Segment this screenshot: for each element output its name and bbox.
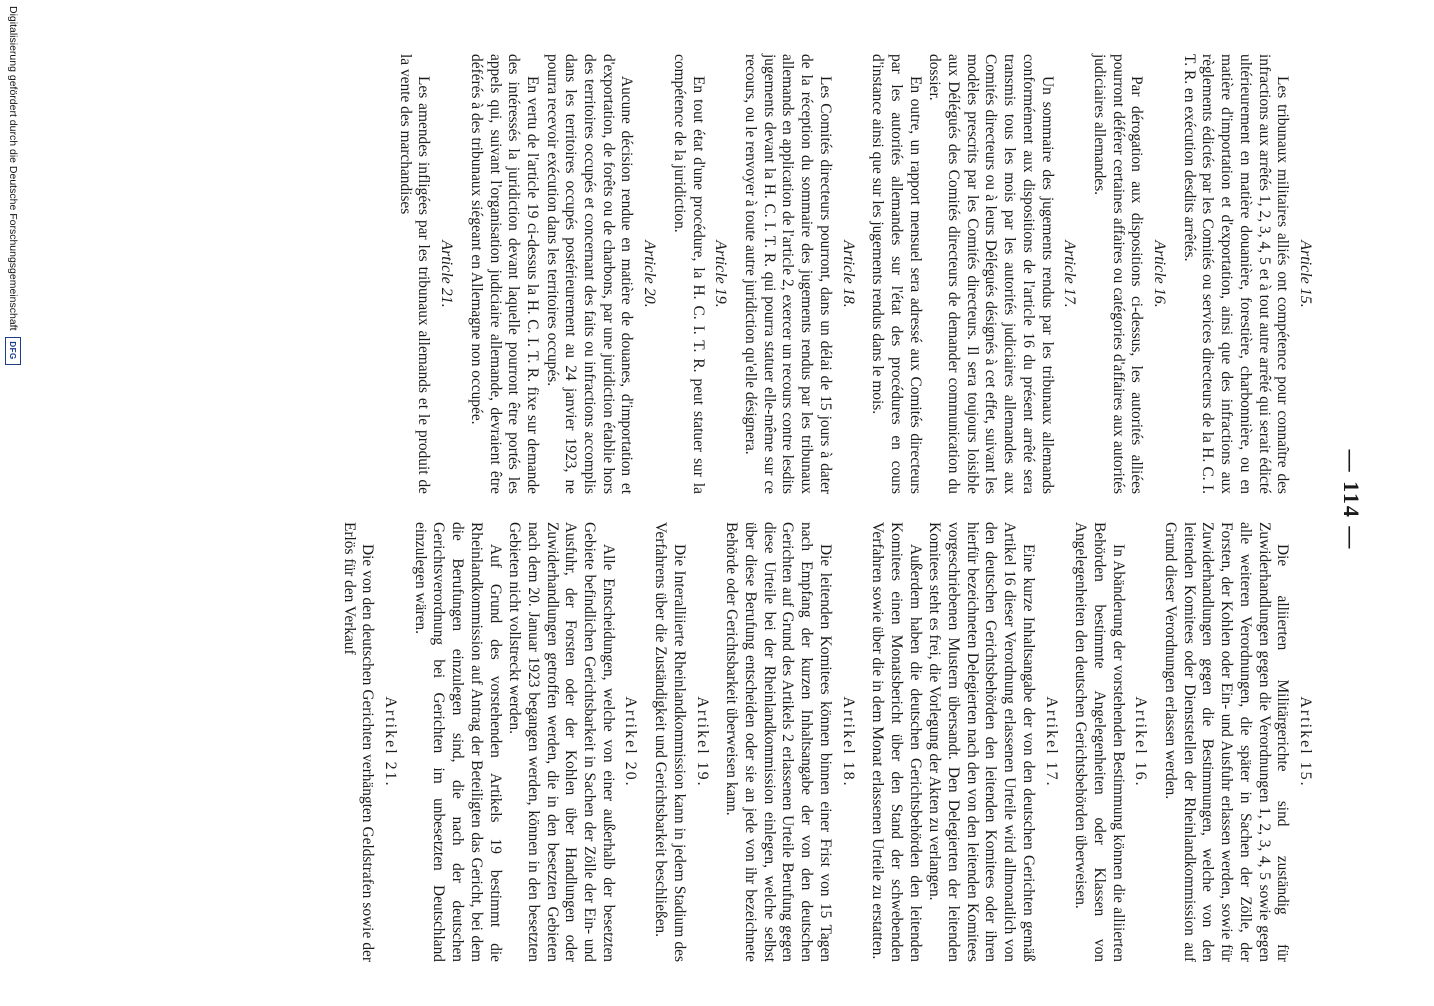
article-title: Artikel 21. [382,696,400,788]
article-paragraph: Un sommaire des jugements rendus par les tribunaux allemands conformément aux dispositions de l'article 16 du présent arrêté sera transmis tous les mois par les autorités judiciaires allemandes aux Comités directeurs ou à leurs Délégués désignés à cet effet, suivant les modèles prescrits par les Comités directeurs. Il sera toujours loisible aux Délégués des Comités directeurs de demander communication du dossier. [926,54,1056,494]
article-paragraph: Alle Entscheidungen, welche von einer außerhalb der besetzten Gebiete befindlichen Gerichtsbarkeit in Sachen der Zölle der Ein- und Ausfuhr, der Forsten oder der Kohlen über Handlungen oder Zuwiderhandlungen getroffen werden, die in den besetzten Gebieten nach dem 20. Januar 1923 begangen werden, können in den besetzten Gebieten nicht vollstreckt werden. [506,522,617,962]
dfg-logo-icon: DFG [5,337,21,365]
article-title: Article 18. [839,240,857,308]
article-paragraph: En tout état d'une procédure, la H. C. I. T. R. peut statuer sur la compétence de la juridiction. [670,54,707,494]
article-17-de [868,522,1060,962]
article-19-de [651,522,711,962]
article-title: Artikel 20. [622,696,640,788]
article-title: Artikel 15. [1297,696,1314,788]
footer-note: Digitalisierung gefördert durch die Deutsche Forschungsgemeinschaft [7,6,19,331]
article-paragraph: En vertu de l'article 19 ci-dessus la H. C. I. T. R. fixe sur demande des intéressés la juridiction devant laquelle pourront être portés les appels qui, suivant l'organisation judiciaire allemande, devraient être déférés à des tribunaux siégeant en Allemagne non occupée. [467,54,541,494]
article-paragraph: Die Interalliierte Rheinlandkommission kann in jedem Stadium des Verfahrens über die Zuständigkeit und Gerichtsbarkeit beschließen. [652,522,688,962]
article-title: Article 20. [641,240,659,308]
article-15-de [1160,522,1314,962]
german-column [328,522,1314,962]
page-number: — 114 — [1339,449,1364,551]
article-title: Artikel 16. [1132,696,1150,788]
article-paragraph: Aucune décision rendue en matière de douanes, d'importation et d'exportation, de forêts ou de charbons, par une juridiction établie hors des territoires occupés et concernant des faits ou infractions accomplis dans les territoires occupés postérieurement au 24 janvier 1923, ne pourra recevoir exécution dans les territoires occupés. [543,54,636,494]
article-paragraph: Les Comités directeurs pourront, dans un délai de 15 jours à dater de la réception du sommaire des jugements rendus par les tribunaux allemands en application de l'article 2, exercer un recours contre lesdits jugements devant la H. C. I. T. R. qui pourra statuer elle-même sur ce recours, ou le renvoyer à toute autre juridiction qu'elle désignera. [742,54,834,494]
article-18-fr [740,54,856,494]
article-title: Article 15. [1297,240,1314,308]
article-21-de [339,522,399,962]
article-15-fr [1179,54,1314,494]
article-19-fr [669,54,729,494]
article-title: Artikel 19. [693,696,711,788]
article-title: Article 19. [712,240,730,308]
article-title: Article 21. [438,240,456,308]
article-20-fr [466,54,658,494]
article-17-fr [868,54,1079,494]
article-16-de [1071,522,1150,962]
french-column [384,54,1314,494]
article-paragraph: Auf Grund des vorstehenden Artikels 19 bestimmt die Rheinlandkommission auf Antrag der Beteiligten das Gericht, bei dem die Berufungen einzulegen sind, die nach der deutschen Gerichtsverordnung bei Gerichten im unbesetzten Deutschland einzulegen wären. [411,522,504,962]
article-21-fr [395,54,455,494]
article-paragraph: Les amendes infligées par les tribunaux allemands et le produit de la vente des marchandises [396,54,433,494]
article-18-de [722,522,857,962]
article-paragraph: Die leitenden Komitees können binnen einer Frist von 15 Tagen nach Empfang der kurzen Inhaltsangabe der von den deutschen Gerichten auf Grund des Artikels 2 erlassenen Urteile Berufung gegen diese Urteile bei der Rheinlandkommission einlegen, welche selbst über diese Berufung entscheiden oder sie an jede von ihr bezeichnete Behörde oder Gerichtsbarkeit überweisen kann. [723,522,834,962]
article-paragraph: Les tribunaux militaires alliés ont compétence pour connaître des infractions aux arrêtés 1, 2, 3, 4, 5 et à tout autre arrêté qui serait édicté ultérieurement en matière douanière, forestière, charbonnière, ou en matière d'importation et d'exportation, ainsi que des infractions aux règlements édictés par les Comités ou services directeurs de la H. C. I. T. R. en exécution desdits arrêtés. [1180,54,1292,494]
article-paragraph: Außerdem haben die deutschen Gerichtsbehörden den leitenden Komitees einen Monatsbericht über den Stand der schwebenden Verfahren sowie über die in dem Monat erlassenen Urteile zu erstatten. [869,522,924,962]
article-paragraph: In Abänderung der vorstehenden Bestimmung können die alliierten Behörden bestimmte Angelegenheiten oder Klassen von Angelegenheiten den deutschen Gerichtsbehörden überweisen. [1072,522,1127,962]
article-title: Article 16. [1151,240,1169,308]
article-paragraph: En outre, un rapport mensuel sera adressé aux Comités directeurs par les autorités allemandes sur l'état des procédures en cours d'instance ainsi que sur les jugements rendus dans le mois. [869,54,924,494]
article-paragraph: Die von den deutschen Gerichten verhängten Geldstrafen sowie der Erlös für den Verkauf [340,522,377,962]
article-16-fr [1089,54,1168,494]
article-paragraph: Die alliierten Militärgerichte sind zuständig für Zuwiderhandlungen gegen die Verordnungen 1, 2, 3, 4, 5 sowie gegen alle weiteren Verordnungen, die später in Sachen der Zölle, der Forsten, der Kohlen oder Ein- und Ausfuhr erlassen werden, sowie für Zuwiderhandlungen gegen die Bestimmungen, welche von den leitenden Komitees oder Dienststellen der Rheinlandkommission auf Grund dieser Verordnungen erlassen werden. [1162,522,1292,962]
article-paragraph: Par dérogation aux dispositions ci-dessus, les autorités alliées pourront déférer certaines affaires ou catégories d'affaires aux autorités judiciaires allemandes. [1090,54,1146,494]
article-title: Artikel 18. [839,696,857,788]
article-title: Artikel 17. [1042,696,1060,788]
digitization-footer [0,0,26,1006]
article-20-de [410,522,639,962]
article-paragraph: Eine kurze Inhaltsangabe der von den deutschen Gerichten gemäß Artikel 16 dieser Verordnung erlassenen Urteile wird allmonatlich von den deutschen Gerichtsbehörden den leitenden Komitees oder ihren hierfür bezeichneten Delegierten nach den von den leitenden Komitees vorgeschriebenen Mustern übersandt. Den Delegierten der leitenden Komitees steht es frei, die Vorlegung der Akten zu verlangen. [926,522,1037,962]
article-title: Article 17. [1061,240,1079,308]
